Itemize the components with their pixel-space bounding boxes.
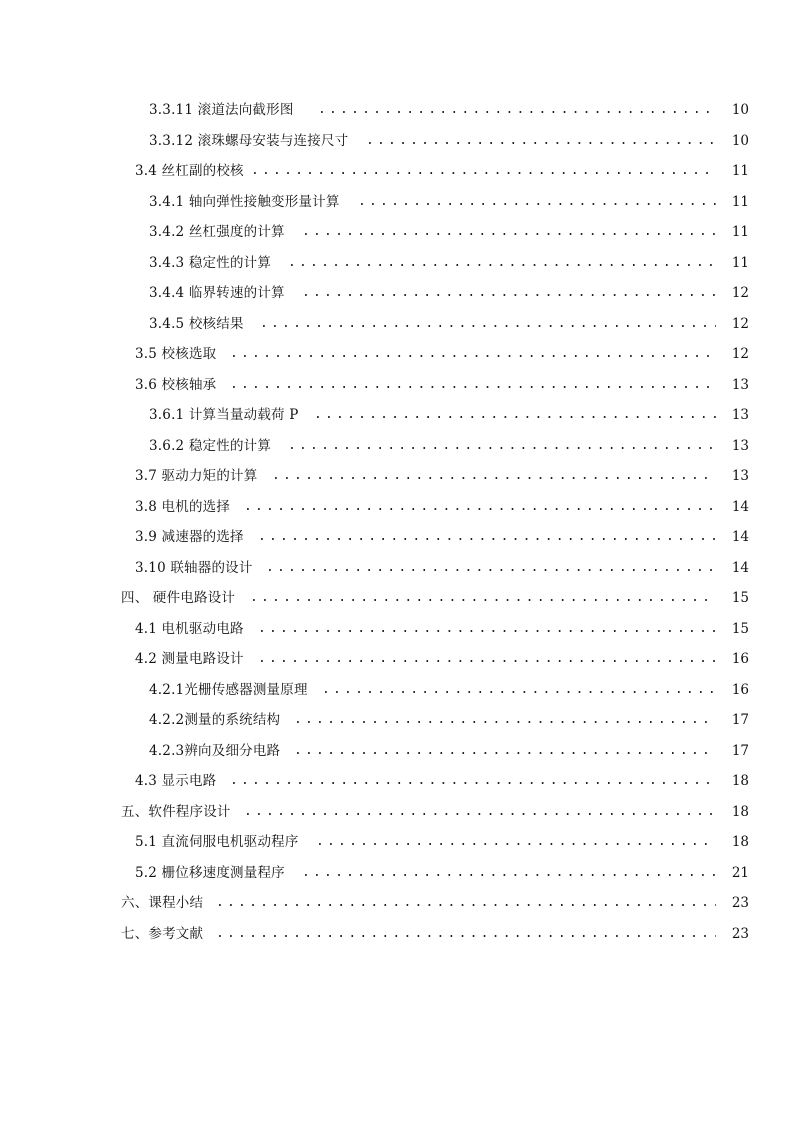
dot-leader xyxy=(244,492,716,522)
toc-entry-page: 13 xyxy=(731,407,749,423)
toc-entry-page: 13 xyxy=(731,376,749,393)
dot-leader xyxy=(358,187,716,217)
dot-leader xyxy=(302,217,716,247)
toc-entry[interactable] xyxy=(0,126,794,157)
dot-leader xyxy=(302,858,716,888)
toc-entry-title: 3.4.1 轴向弹性接触变形量计算 xyxy=(149,193,340,210)
toc-entry[interactable] xyxy=(0,827,794,858)
toc-entry[interactable] xyxy=(0,553,794,584)
dot-leader xyxy=(288,248,716,278)
dot-leader xyxy=(258,644,716,674)
toc-entry[interactable] xyxy=(0,888,794,919)
dot-leader xyxy=(260,309,716,339)
toc-entry-title: 四、 硬件电路设计 xyxy=(121,590,236,606)
toc-entry-page: 13 xyxy=(731,437,749,454)
dot-leader xyxy=(251,156,716,186)
toc-entry-page: 17 xyxy=(731,742,749,759)
dot-leader xyxy=(302,278,716,308)
toc-entry[interactable] xyxy=(0,675,794,706)
toc-entry-page: 21 xyxy=(731,864,749,881)
table-of-contents xyxy=(0,95,794,949)
toc-entry-title: 3.4.2 丝杠强度的计算 xyxy=(149,224,285,240)
toc-entry-page: 13 xyxy=(731,468,749,484)
toc-entry-title: 3.8 电机的选择 xyxy=(135,498,231,515)
toc-entry-page: 12 xyxy=(731,315,749,332)
toc-entry-title: 3.7 驱动力矩的计算 xyxy=(135,468,258,484)
dot-leader xyxy=(258,522,716,552)
toc-entry-page: 16 xyxy=(731,681,749,698)
toc-entry-title: 3.4.3 稳定性的计算 xyxy=(149,254,272,271)
toc-entry-page: 11 xyxy=(731,163,749,179)
toc-entry-title: 5.2 栅位移速度测量程序 xyxy=(135,864,285,881)
toc-entry-title: 3.3.12 滚珠螺母安装与连接尺寸 xyxy=(149,132,349,149)
toc-entry-title: 3.5 校核选取 xyxy=(135,346,217,362)
toc-entry-title: 3.6.1 计算当量动载荷 P xyxy=(149,407,299,423)
toc-entry-title: 3.6 校核轴承 xyxy=(135,376,217,393)
toc-entry-page: 11 xyxy=(731,224,749,240)
toc-entry-title: 3.10 联轴器的设计 xyxy=(135,559,253,576)
toc-entry-page: 12 xyxy=(731,285,749,301)
toc-entry-page: 14 xyxy=(731,559,749,576)
dot-leader xyxy=(288,431,716,461)
toc-entry[interactable] xyxy=(0,858,794,889)
toc-entry[interactable] xyxy=(0,919,794,950)
toc-entry-title: 七、参考文献 xyxy=(121,925,204,942)
toc-entry[interactable] xyxy=(0,644,794,675)
toc-entry[interactable] xyxy=(0,766,794,797)
toc-entry-page: 23 xyxy=(731,925,749,942)
toc-entry-page: 15 xyxy=(731,590,749,606)
toc-entry-page: 10 xyxy=(731,132,749,149)
toc-entry-page: 11 xyxy=(731,193,749,210)
toc-entry[interactable] xyxy=(0,583,794,614)
toc-entry-page: 14 xyxy=(731,529,749,545)
dot-leader xyxy=(216,888,716,918)
toc-entry[interactable] xyxy=(0,461,794,492)
toc-entry[interactable] xyxy=(0,492,794,523)
toc-entry-title: 六、课程小结 xyxy=(121,895,204,911)
toc-entry-title: 3.9 减速器的选择 xyxy=(135,529,244,545)
toc-entry-title: 3.6.2 稳定性的计算 xyxy=(149,437,272,454)
toc-entry[interactable] xyxy=(0,431,794,462)
toc-entry-page: 16 xyxy=(731,651,749,667)
toc-entry-page: 10 xyxy=(731,102,749,118)
toc-entry-page: 18 xyxy=(731,773,749,789)
toc-entry-title: 3.3.11 滚道法向截形图 xyxy=(149,102,294,118)
toc-entry[interactable] xyxy=(0,705,794,736)
toc-entry[interactable] xyxy=(0,339,794,370)
toc-entry-page: 23 xyxy=(731,895,749,911)
toc-entry[interactable] xyxy=(0,370,794,401)
dot-leader xyxy=(230,339,716,369)
toc-entry-page: 17 xyxy=(731,712,749,728)
dot-leader xyxy=(366,126,716,156)
dot-leader xyxy=(230,766,716,796)
toc-entry-title: 3.4.4 临界转速的计算 xyxy=(149,285,285,301)
toc-entry[interactable] xyxy=(0,187,794,218)
dot-leader xyxy=(230,370,716,400)
dot-leader xyxy=(258,614,716,644)
toc-entry-title: 4.1 电机驱动电路 xyxy=(135,620,244,637)
toc-entry[interactable] xyxy=(0,278,794,309)
toc-entry-title: 4.2.3辨向及细分电路 xyxy=(149,742,281,759)
dot-leader xyxy=(294,736,716,766)
toc-entry-title: 4.3 显示电路 xyxy=(135,773,217,789)
toc-entry[interactable] xyxy=(0,217,794,248)
toc-entry[interactable] xyxy=(0,522,794,553)
toc-entry-title: 3.4.5 校核结果 xyxy=(149,315,244,332)
dot-leader xyxy=(294,705,716,735)
dot-leader xyxy=(266,553,716,583)
toc-entry-title: 4.2 测量电路设计 xyxy=(135,651,244,667)
toc-entry[interactable] xyxy=(0,309,794,340)
toc-entry[interactable] xyxy=(0,797,794,828)
dot-leader xyxy=(314,400,716,430)
toc-entry[interactable] xyxy=(0,614,794,645)
toc-entry-title: 3.4 丝杠副的校核 xyxy=(135,163,244,179)
toc-entry[interactable] xyxy=(0,156,794,187)
toc-entry[interactable] xyxy=(0,95,794,126)
toc-entry[interactable] xyxy=(0,248,794,279)
toc-entry-page: 11 xyxy=(731,254,749,271)
toc-entry-page: 15 xyxy=(731,620,749,637)
dot-leader xyxy=(272,461,716,491)
toc-entry-page: 12 xyxy=(731,346,749,362)
toc-entry-title: 4.2.1光栅传感器测量原理 xyxy=(149,681,308,698)
toc-entry-page: 18 xyxy=(731,803,749,820)
toc-entry-page: 18 xyxy=(731,834,749,850)
toc-entry-page: 14 xyxy=(731,498,749,515)
toc-entry[interactable] xyxy=(0,736,794,767)
toc-entry-title: 5.1 直流伺服电机驱动程序 xyxy=(135,834,299,850)
dot-leader xyxy=(250,583,716,613)
toc-entry-title: 4.2.2测量的系统结构 xyxy=(149,712,281,728)
dot-leader xyxy=(318,95,716,125)
dot-leader xyxy=(244,797,716,827)
dot-leader xyxy=(216,919,716,949)
toc-entry[interactable] xyxy=(0,400,794,431)
toc-entry-title: 五、软件程序设计 xyxy=(121,803,231,820)
dot-leader xyxy=(322,675,716,705)
dot-leader xyxy=(316,827,716,857)
